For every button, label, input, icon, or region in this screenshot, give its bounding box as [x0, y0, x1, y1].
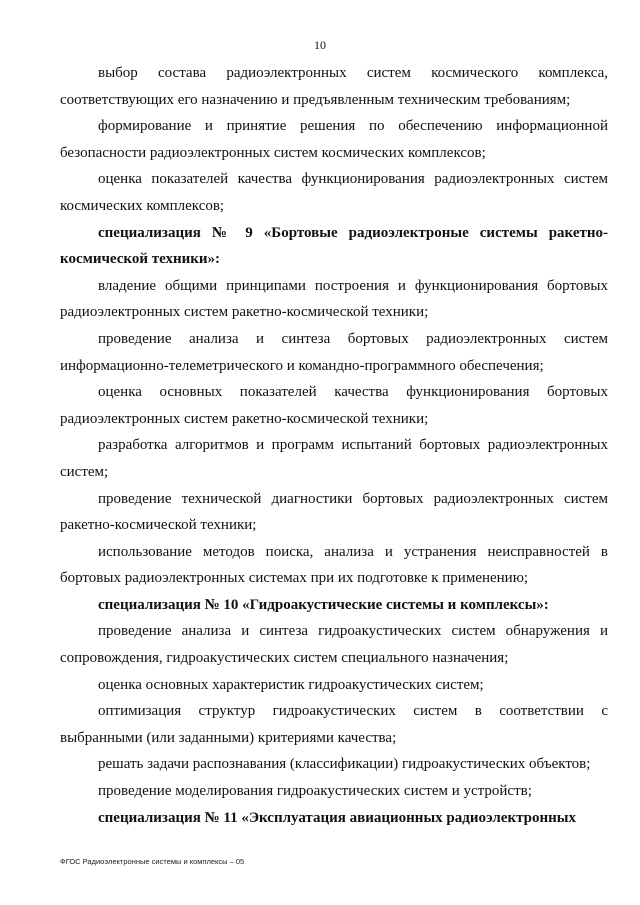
footer-text: ФГОС Радиоэлектронные системы и комплексы – 05	[60, 857, 245, 866]
paragraph: разработка алгоритмов и программ испытаний бортовых радиоэлектронных систем;	[60, 437, 608, 480]
paragraph: проведение анализа и синтеза гидроакустических систем обнаружения и сопровождения, гидроакустических систем специального назначения;	[60, 623, 608, 667]
section-heading: специализация № 11 «Эксплуатация авиационных радиоэлектронных	[98, 809, 576, 826]
section-heading: специализация № 10 «Гидроакустические системы и комплексы»:	[98, 596, 549, 613]
paragraph: оптимизация структур гидроакустических систем в соответствии с выбранными (или заданными) критериями качества;	[60, 703, 608, 746]
paragraph: оценка основных показателей качества функционирования бортовых радиоэлектронных систем ракетно-космической техники;	[60, 384, 608, 427]
paragraph: проведение технической диагностики бортовых радиоэлектронных систем ракетно-космической техники;	[60, 490, 608, 534]
paragraph: формирование и принятие решения по обеспечению информационной безопасности радиоэлектронных систем космических комплексов;	[60, 118, 608, 161]
document-body	[60, 60, 608, 831]
section-heading: специализация № 9 «Бортовые радиоэлектроные системы ракетно-космической техники»:	[60, 224, 608, 268]
paragraph: проведение моделирования гидроакустических систем и устройств;	[98, 783, 532, 800]
paragraph: оценка показателей качества функционирования радиоэлектронных систем космических комплексов;	[60, 171, 608, 214]
paragraph: владение общими принципами построения и функционирования бортовых радиоэлектронных систем ракетно-космической техники;	[60, 277, 608, 321]
page-number: 10	[314, 38, 326, 52]
paragraph: использование методов поиска, анализа и устранения неисправностей в бортовых радиоэлектронных системах при их подготовке к применению;	[60, 543, 608, 587]
paragraph: оценка основных характеристик гидроакустических систем;	[98, 676, 484, 693]
paragraph: выбор состава радиоэлектронных систем космического комплекса, соответствующих его назначению и предъявленным техническим требованиям;	[60, 65, 608, 108]
paragraph: проведение анализа и синтеза бортовых радиоэлектронных систем информационно-телеметрического и командно-программного обеспечения;	[60, 330, 608, 374]
paragraph: решать задачи распознавания (классификации) гидроакустических объектов;	[98, 756, 591, 773]
